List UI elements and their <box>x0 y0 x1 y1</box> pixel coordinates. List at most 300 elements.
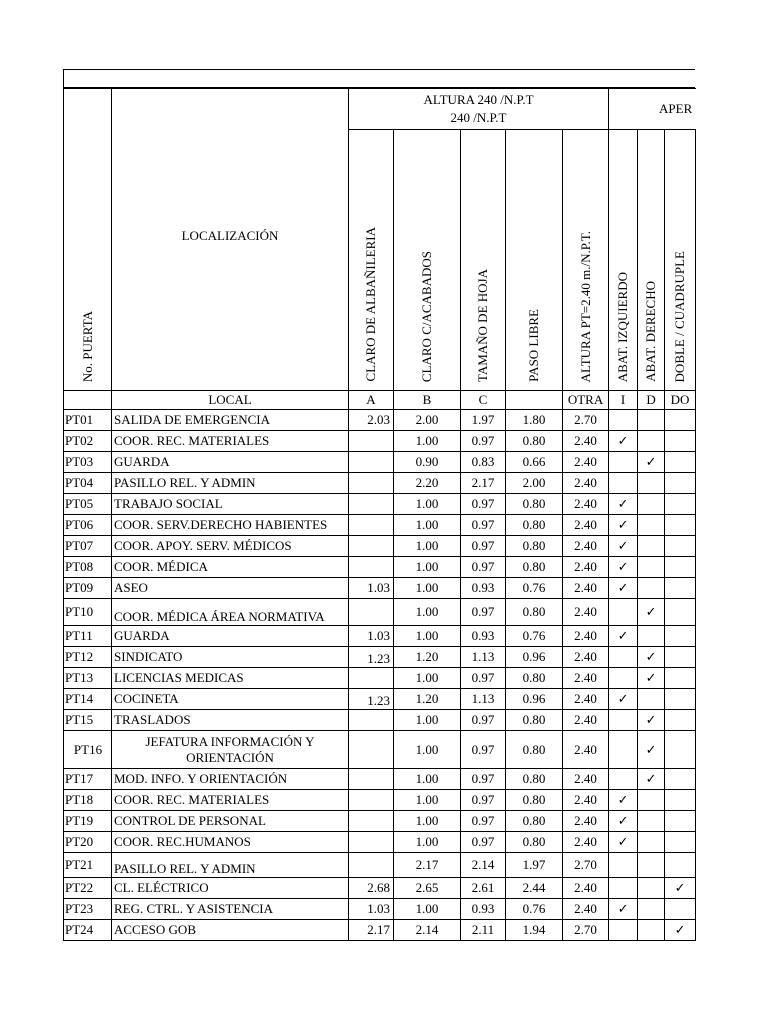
cell-door-id: PT14 <box>64 689 112 710</box>
cell-tamano-hoja: 0.97 <box>461 599 506 626</box>
table-row <box>64 536 696 557</box>
cell-local: TRASLADOS <box>112 710 349 731</box>
cell-abat-derecho <box>638 811 665 832</box>
cell-local: CONTROL DE PERSONAL <box>112 811 349 832</box>
cell-altura: 2.40 <box>563 899 609 920</box>
cell-abat-derecho <box>638 878 665 899</box>
cell-abat-izquierdo <box>609 920 638 941</box>
cell-paso-libre: 1.80 <box>506 410 563 431</box>
cell-abat-derecho <box>638 557 665 578</box>
cell-door-id: PT10 <box>64 599 112 626</box>
cell-paso-libre: 1.94 <box>506 920 563 941</box>
cell-tamano-hoja: 1.13 <box>461 689 506 710</box>
cell-abat-izquierdo <box>609 710 638 731</box>
cell-claro-acabados: 1.00 <box>394 599 461 626</box>
table-row <box>64 515 696 536</box>
subheader-i: I <box>609 391 638 410</box>
table-body <box>64 410 696 941</box>
cell-door-id: PT09 <box>64 578 112 599</box>
subheader-blank <box>64 391 112 410</box>
cell-tamano-hoja: 0.97 <box>461 769 506 790</box>
cell-paso-libre: 0.76 <box>506 626 563 647</box>
header-doble-cuadruple <box>665 130 696 391</box>
subheader-b: B <box>394 391 461 410</box>
cell-abat-izquierdo: ✓ <box>609 578 638 599</box>
cell-paso-libre: 0.80 <box>506 494 563 515</box>
header-apertura <box>609 89 696 130</box>
cell-altura: 2.70 <box>563 410 609 431</box>
cell-altura: 2.40 <box>563 452 609 473</box>
cell-claro-acabados: 1.00 <box>394 811 461 832</box>
cell-abat-derecho <box>638 578 665 599</box>
cell-paso-libre: 0.80 <box>506 515 563 536</box>
cell-abat-derecho <box>638 494 665 515</box>
cell-local: CL. ELÉCTRICO <box>112 878 349 899</box>
table-row <box>64 790 696 811</box>
cell-abat-derecho <box>638 473 665 494</box>
cell-claro-acabados: 2.00 <box>394 410 461 431</box>
cell-paso-libre: 2.44 <box>506 878 563 899</box>
cell-paso-libre: 0.80 <box>506 790 563 811</box>
cell-claro-acabados: 1.00 <box>394 578 461 599</box>
cell-door-id: PT07 <box>64 536 112 557</box>
cell-doble-cuadruple <box>665 689 696 710</box>
cell-door-id: PT22 <box>64 878 112 899</box>
table-row <box>64 811 696 832</box>
cell-claro-acabados: 1.00 <box>394 536 461 557</box>
cell-altura: 2.40 <box>563 668 609 689</box>
cell-door-id: PT17 <box>64 769 112 790</box>
cell-claro-albanileria: 1.03 <box>349 899 394 920</box>
cell-local: ACCESO GOB <box>112 920 349 941</box>
cell-abat-izquierdo <box>609 599 638 626</box>
cell-paso-libre: 0.80 <box>506 431 563 452</box>
cell-paso-libre: 0.80 <box>506 710 563 731</box>
header-claro-albanileria-label: CLARO DE ALBAÑILERIA <box>363 227 378 382</box>
cell-tamano-hoja: 0.93 <box>461 578 506 599</box>
cell-local: COCINETA <box>112 689 349 710</box>
header-abat-izquierdo <box>609 130 638 391</box>
cell-claro-albanileria: 2.17 <box>349 920 394 941</box>
cell-tamano-hoja: 1.97 <box>461 410 506 431</box>
table-row <box>64 578 696 599</box>
header-altura <box>349 89 609 130</box>
door-schedule-table <box>63 88 696 941</box>
cell-tamano-hoja: 2.17 <box>461 473 506 494</box>
cell-door-id: PT12 <box>64 647 112 668</box>
table-row <box>64 452 696 473</box>
header-apertura-label: APER <box>659 101 693 116</box>
cell-altura: 2.40 <box>563 647 609 668</box>
header-paso-libre-label: PASO LIBRE <box>526 309 541 382</box>
cell-claro-acabados: 1.00 <box>394 557 461 578</box>
cell-claro-albanileria <box>349 668 394 689</box>
table-row <box>64 599 696 626</box>
header-no-puerta <box>64 89 112 391</box>
cell-altura: 2.70 <box>563 920 609 941</box>
header-tamano-hoja-label: TAMAÑO DE HOJA <box>475 268 490 382</box>
cell-altura: 2.40 <box>563 599 609 626</box>
cell-doble-cuadruple <box>665 769 696 790</box>
cell-tamano-hoja: 0.97 <box>461 731 506 769</box>
cell-claro-albanileria <box>349 769 394 790</box>
cell-local: COOR. MÉDICA <box>112 557 349 578</box>
cell-claro-albanileria: 2.68 <box>349 878 394 899</box>
header-altura-pt-label: ALTURA PT=2.40 m./N.P.T. <box>577 230 593 382</box>
cell-doble-cuadruple <box>665 515 696 536</box>
cell-tamano-hoja: 0.97 <box>461 536 506 557</box>
table-row <box>64 626 696 647</box>
cell-door-id: PT19 <box>64 811 112 832</box>
cell-abat-derecho <box>638 536 665 557</box>
cell-paso-libre: 0.76 <box>506 899 563 920</box>
cell-local: PASILLO REL. Y ADMIN <box>112 473 349 494</box>
subheader-a: A <box>349 391 394 410</box>
cell-abat-izquierdo: ✓ <box>609 832 638 853</box>
cell-door-id: PT15 <box>64 710 112 731</box>
cell-claro-albanileria <box>349 494 394 515</box>
subheader-do: DO <box>665 391 696 410</box>
cell-claro-albanileria: 2.03 <box>349 410 394 431</box>
cell-altura: 2.70 <box>563 853 609 878</box>
cell-abat-izquierdo: ✓ <box>609 557 638 578</box>
cell-abat-derecho: ✓ <box>638 599 665 626</box>
cell-claro-albanileria <box>349 515 394 536</box>
cell-doble-cuadruple <box>665 431 696 452</box>
table-row <box>64 557 696 578</box>
cell-doble-cuadruple <box>665 452 696 473</box>
cell-claro-acabados: 1.00 <box>394 769 461 790</box>
cell-tamano-hoja: 0.97 <box>461 811 506 832</box>
cell-claro-acabados: 1.00 <box>394 626 461 647</box>
cell-doble-cuadruple <box>665 710 696 731</box>
cell-doble-cuadruple <box>665 853 696 878</box>
cell-claro-albanileria: 1.03 <box>349 626 394 647</box>
cell-abat-izquierdo <box>609 452 638 473</box>
cell-doble-cuadruple <box>665 832 696 853</box>
cell-claro-acabados: 1.00 <box>394 515 461 536</box>
cell-local: COOR. SERV.DERECHO HABIENTES <box>112 515 349 536</box>
cell-abat-izquierdo: ✓ <box>609 811 638 832</box>
cell-paso-libre: 0.76 <box>506 578 563 599</box>
header-no-puerta-label: No. PUERTA <box>79 310 95 382</box>
cell-claro-albanileria <box>349 557 394 578</box>
table-row <box>64 710 696 731</box>
cell-local: GUARDA <box>112 626 349 647</box>
table-row <box>64 431 696 452</box>
cell-abat-derecho <box>638 431 665 452</box>
header-altura-line2: 240 /N.P.T <box>450 110 507 125</box>
cell-abat-derecho <box>638 790 665 811</box>
cell-tamano-hoja: 2.61 <box>461 878 506 899</box>
cell-abat-derecho: ✓ <box>638 731 665 769</box>
cell-door-id: PT11 <box>64 626 112 647</box>
cell-local: COOR. REC. MATERIALES <box>112 431 349 452</box>
cell-claro-acabados: 1.00 <box>394 899 461 920</box>
cell-tamano-hoja: 0.97 <box>461 431 506 452</box>
table-row <box>64 878 696 899</box>
cell-abat-izquierdo <box>609 853 638 878</box>
cell-claro-albanileria: 1.23 <box>349 647 394 668</box>
cell-paso-libre: 0.80 <box>506 832 563 853</box>
cell-door-id: PT02 <box>64 431 112 452</box>
cell-claro-albanileria <box>349 431 394 452</box>
cell-tamano-hoja: 0.97 <box>461 494 506 515</box>
cell-altura: 2.40 <box>563 557 609 578</box>
cell-doble-cuadruple <box>665 536 696 557</box>
header-claro-acabados <box>394 130 461 391</box>
cell-abat-derecho <box>638 832 665 853</box>
cell-doble-cuadruple <box>665 410 696 431</box>
cell-local: COOR. REC.HUMANOS <box>112 832 349 853</box>
cell-abat-izquierdo: ✓ <box>609 790 638 811</box>
cell-tamano-hoja: 0.97 <box>461 790 506 811</box>
cell-door-id: PT03 <box>64 452 112 473</box>
cell-doble-cuadruple <box>665 599 696 626</box>
cell-claro-acabados: 1.20 <box>394 689 461 710</box>
cell-tamano-hoja: 0.93 <box>461 899 506 920</box>
cell-claro-albanileria <box>349 473 394 494</box>
cell-doble-cuadruple <box>665 626 696 647</box>
cell-paso-libre: 0.80 <box>506 599 563 626</box>
cell-claro-albanileria <box>349 452 394 473</box>
cell-claro-albanileria: 1.03 <box>349 578 394 599</box>
cell-local: MOD. INFO. Y ORIENTACIÓN <box>112 769 349 790</box>
table-row <box>64 473 696 494</box>
cell-tamano-hoja: 0.97 <box>461 668 506 689</box>
cell-abat-izquierdo <box>609 473 638 494</box>
cell-local: LICENCIAS MEDICAS <box>112 668 349 689</box>
header-abat-derecho-label: ABAT. DERECHO <box>643 281 659 382</box>
sheet-title-bar <box>63 69 695 88</box>
cell-claro-albanileria: 1.23 <box>349 689 394 710</box>
cell-abat-izquierdo <box>609 647 638 668</box>
cell-altura: 2.40 <box>563 578 609 599</box>
cell-altura: 2.40 <box>563 769 609 790</box>
cell-claro-acabados: 1.00 <box>394 431 461 452</box>
cell-altura: 2.40 <box>563 689 609 710</box>
cell-local: COOR. APOY. SERV. MÉDICOS <box>112 536 349 557</box>
cell-claro-acabados: 2.20 <box>394 473 461 494</box>
cell-abat-derecho: ✓ <box>638 452 665 473</box>
cell-door-id: PT06 <box>64 515 112 536</box>
cell-abat-izquierdo <box>609 668 638 689</box>
cell-doble-cuadruple <box>665 494 696 515</box>
cell-tamano-hoja: 1.13 <box>461 647 506 668</box>
cell-door-id: PT16 <box>64 731 112 769</box>
cell-door-id: PT21 <box>64 853 112 878</box>
cell-claro-albanileria <box>349 853 394 878</box>
cell-claro-acabados: 1.00 <box>394 731 461 769</box>
cell-abat-izquierdo <box>609 410 638 431</box>
cell-abat-izquierdo: ✓ <box>609 899 638 920</box>
cell-claro-acabados: 1.00 <box>394 710 461 731</box>
cell-abat-derecho <box>638 689 665 710</box>
cell-paso-libre: 0.66 <box>506 452 563 473</box>
cell-doble-cuadruple: ✓ <box>665 878 696 899</box>
cell-abat-izquierdo <box>609 769 638 790</box>
cell-altura: 2.40 <box>563 790 609 811</box>
cell-abat-izquierdo <box>609 878 638 899</box>
cell-tamano-hoja: 0.93 <box>461 626 506 647</box>
cell-abat-izquierdo: ✓ <box>609 626 638 647</box>
table-row <box>64 689 696 710</box>
cell-claro-albanileria <box>349 832 394 853</box>
table-row <box>64 410 696 431</box>
cell-doble-cuadruple <box>665 668 696 689</box>
cell-claro-acabados: 2.14 <box>394 920 461 941</box>
cell-door-id: PT24 <box>64 920 112 941</box>
cell-local: JEFATURA INFORMACIÓN Y ORIENTACIÓN <box>112 731 349 769</box>
cell-paso-libre: 0.80 <box>506 769 563 790</box>
cell-abat-derecho <box>638 410 665 431</box>
cell-door-id: PT13 <box>64 668 112 689</box>
cell-altura: 2.40 <box>563 626 609 647</box>
table-header <box>64 89 696 410</box>
cell-claro-albanileria <box>349 599 394 626</box>
cell-doble-cuadruple <box>665 899 696 920</box>
cell-claro-albanileria <box>349 811 394 832</box>
cell-doble-cuadruple <box>665 811 696 832</box>
table-row <box>64 494 696 515</box>
cell-altura: 2.40 <box>563 710 609 731</box>
cell-altura: 2.40 <box>563 431 609 452</box>
cell-claro-acabados: 1.00 <box>394 494 461 515</box>
cell-door-id: PT18 <box>64 790 112 811</box>
header-altura-line1: ALTURA 240 /N.P.T <box>423 92 534 107</box>
table-row <box>64 899 696 920</box>
table-row <box>64 832 696 853</box>
cell-tamano-hoja: 0.97 <box>461 515 506 536</box>
cell-tamano-hoja: 0.97 <box>461 710 506 731</box>
header-claro-albanileria <box>349 130 394 391</box>
cell-doble-cuadruple <box>665 647 696 668</box>
cell-paso-libre: 0.80 <box>506 668 563 689</box>
table-row <box>64 769 696 790</box>
cell-local: COOR. MÉDICA ÁREA NORMATIVA <box>112 599 349 626</box>
cell-door-id: PT01 <box>64 410 112 431</box>
header-tamano-hoja <box>461 130 506 391</box>
cell-abat-derecho: ✓ <box>638 710 665 731</box>
header-localizacion <box>112 89 349 391</box>
cell-altura: 2.40 <box>563 878 609 899</box>
cell-paso-libre: 0.80 <box>506 557 563 578</box>
cell-abat-izquierdo: ✓ <box>609 536 638 557</box>
cell-claro-acabados: 1.00 <box>394 832 461 853</box>
door-schedule-sheet <box>63 69 695 941</box>
cell-tamano-hoja: 0.97 <box>461 832 506 853</box>
cell-doble-cuadruple <box>665 578 696 599</box>
cell-claro-albanileria <box>349 731 394 769</box>
cell-abat-izquierdo: ✓ <box>609 431 638 452</box>
cell-altura: 2.40 <box>563 473 609 494</box>
table-row <box>64 853 696 878</box>
cell-claro-acabados: 1.20 <box>394 647 461 668</box>
cell-claro-albanileria <box>349 536 394 557</box>
cell-altura: 2.40 <box>563 832 609 853</box>
cell-abat-izquierdo: ✓ <box>609 494 638 515</box>
cell-door-id: PT05 <box>64 494 112 515</box>
cell-paso-libre: 0.96 <box>506 647 563 668</box>
cell-doble-cuadruple: ✓ <box>665 920 696 941</box>
cell-abat-derecho <box>638 899 665 920</box>
cell-local: TRABAJO SOCIAL <box>112 494 349 515</box>
cell-abat-derecho <box>638 920 665 941</box>
cell-abat-derecho <box>638 626 665 647</box>
cell-tamano-hoja: 2.11 <box>461 920 506 941</box>
subheader-local: LOCAL <box>112 391 349 410</box>
table-row <box>64 647 696 668</box>
cell-tamano-hoja: 0.83 <box>461 452 506 473</box>
cell-abat-derecho: ✓ <box>638 769 665 790</box>
cell-paso-libre: 0.80 <box>506 811 563 832</box>
cell-local: GUARDA <box>112 452 349 473</box>
cell-claro-acabados: 1.00 <box>394 668 461 689</box>
cell-paso-libre: 0.80 <box>506 536 563 557</box>
cell-claro-acabados: 2.17 <box>394 853 461 878</box>
cell-abat-derecho <box>638 853 665 878</box>
header-abat-derecho <box>638 130 665 391</box>
cell-claro-acabados: 0.90 <box>394 452 461 473</box>
cell-doble-cuadruple <box>665 473 696 494</box>
subheader-paso-blank <box>506 391 563 410</box>
cell-local: SINDICATO <box>112 647 349 668</box>
cell-paso-libre: 2.00 <box>506 473 563 494</box>
cell-claro-acabados: 1.00 <box>394 790 461 811</box>
header-doble-cuadruple-label: DOBLE / CUADRUPLE <box>672 250 688 382</box>
cell-altura: 2.40 <box>563 515 609 536</box>
cell-abat-derecho: ✓ <box>638 668 665 689</box>
cell-paso-libre: 0.96 <box>506 689 563 710</box>
cell-doble-cuadruple <box>665 557 696 578</box>
header-claro-acabados-label: CLARO C/ACABADOS <box>419 250 434 382</box>
table-row <box>64 920 696 941</box>
subheader-otra: OTRA <box>563 391 609 410</box>
cell-altura: 2.40 <box>563 731 609 769</box>
cell-doble-cuadruple <box>665 731 696 769</box>
cell-altura: 2.40 <box>563 536 609 557</box>
cell-altura: 2.40 <box>563 811 609 832</box>
cell-claro-albanileria <box>349 790 394 811</box>
cell-abat-izquierdo: ✓ <box>609 515 638 536</box>
cell-doble-cuadruple <box>665 790 696 811</box>
cell-local: ASEO <box>112 578 349 599</box>
cell-local: REG. CTRL. Y ASISTENCIA <box>112 899 349 920</box>
cell-tamano-hoja: 2.14 <box>461 853 506 878</box>
header-altura-pt <box>563 130 609 391</box>
cell-local: PASILLO REL. Y ADMIN <box>112 853 349 878</box>
cell-door-id: PT04 <box>64 473 112 494</box>
cell-altura: 2.40 <box>563 494 609 515</box>
cell-paso-libre: 1.97 <box>506 853 563 878</box>
cell-abat-derecho <box>638 515 665 536</box>
cell-claro-albanileria <box>349 710 394 731</box>
cell-local: COOR. REC. MATERIALES <box>112 790 349 811</box>
cell-tamano-hoja: 0.97 <box>461 557 506 578</box>
header-abat-izquierdo-label: ABAT. IZQUIERDO <box>615 271 631 382</box>
cell-door-id: PT08 <box>64 557 112 578</box>
cell-paso-libre: 0.80 <box>506 731 563 769</box>
cell-abat-izquierdo: ✓ <box>609 689 638 710</box>
cell-abat-derecho: ✓ <box>638 647 665 668</box>
table-row <box>64 731 696 769</box>
subheader-c: C <box>461 391 506 410</box>
cell-abat-izquierdo <box>609 731 638 769</box>
cell-claro-acabados: 2.65 <box>394 878 461 899</box>
header-paso-libre <box>506 130 563 391</box>
subheader-d: D <box>638 391 665 410</box>
table-row <box>64 668 696 689</box>
